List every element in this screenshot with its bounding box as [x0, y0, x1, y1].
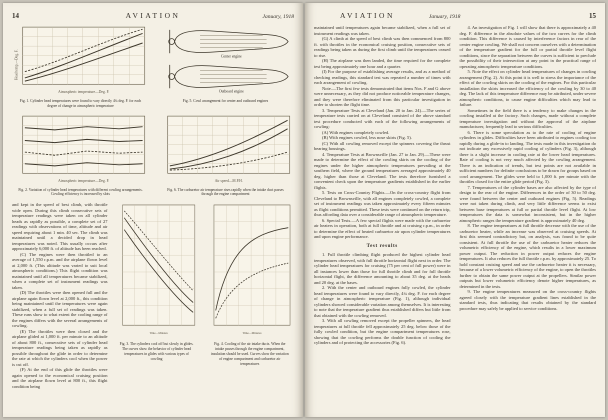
- fig1-xlabel: Atmospheric temperature—Deg. F.: [58, 89, 110, 94]
- fig2-xlabel: Atmospheric temperature—Deg. F.: [58, 178, 110, 183]
- paragraph: Note.—The first few tests demonstrated that items Nos. F and G above were unnecessary, as they did not produce noticeable temperature changes, and they were therefore eliminated from this particular investigation in order to shorten the flight time.: [314, 85, 451, 107]
- nacelle-center-engine: [169, 30, 288, 59]
- figure-4: [206, 202, 294, 389]
- left-text-column: [12, 202, 108, 389]
- journal-title: AVIATION: [340, 11, 395, 20]
- paragraph: (I) For the purpose of establishing average results, and as a method of checking readings, this standard test was repeated a number of times with each arrangement of cowling.: [314, 69, 451, 85]
- paragraph: 3. With all cowling removed except the propeller spinners, the head temperatures at full throttle fell approximately 25 deg. below those of the fully cowled condition, but the engine compartment temperatures rose, showing that the cowling performs the double function of cooling the cylinders and of protecting the accessories (Fig. 6).: [314, 318, 451, 345]
- paragraph: (D) The throttles were then opened full and the airplane again flown level at 2,000 ft., this condition being maintained until the temperatures were again stabilized, when a full set of readings was taken. These runs show to what extent the cooling range of the engines differs with the several arrangements of cowling.: [12, 290, 108, 329]
- paragraph: (A) With engines completely cowled.: [322, 129, 390, 135]
- section-heading: Test results: [366, 243, 398, 249]
- paragraph: 2. With the center and outboard engines fully cowled, the cylinder head temperatures were found to vary directly, 4¼ deg. F. for each degree of change in atmospheric temperature (Fig. 1), although individual cylinders showed considerable variation among themselves. It is interesting to note that the temperature gradient thus established differs but little from that obtained with the cowling removed.: [314, 285, 451, 318]
- figure-2: [12, 114, 149, 198]
- fig2-caption: Fig. 2. Variation of cylinder head temperatures with different cowling arrangements. Cowling efficiency is increased by slots: [18, 187, 143, 197]
- issue-date: January, 1918: [428, 14, 461, 20]
- paragraph: (C) With all cowling removed except the spinners covering the thrust bearing housings.: [314, 140, 451, 151]
- paragraph: (F) At the end of this glide the throttles were again opened to the economical cruising position and the airplane flown level at 800 ft., this flight condition being: [12, 367, 108, 389]
- paragraph: 6. There is some speculation as to the rate of cooling of engine cylinders in glides. Difficulties have been attributed to engines cooling too rapidly during a glide-in to landing. The tests made in this investigation do not indicate any excessively rapid cooling of cylinders (Fig. 3), although there is a slight increase in cooling rate at the lower head temperatures. Rate of cooling is not very much affected by the cowling arrangement. There is an indication of trends, but test points are not available in sufficient numbers for definite conclusions to be drawn for groups based on cowl arrangement. The glides were held to 1,000 ft. per minute with the throttles closed for the entire glide period (Fig. 3).: [459, 129, 596, 184]
- page-number-right: 15: [589, 12, 596, 20]
- paragraph: (C) The engines were then throttled to an average of 1,550 r.p.m. and the airplane flown level at 2,000 ft. (This altitude was varied to suit local atmospheric conditions.) This flight condition was maintained until all temperatures became stabilized, when a complete set of instrument readings was taken.: [12, 251, 108, 290]
- fig3-xlabel: Time—Minutes: [149, 331, 168, 336]
- paragraph: (B) With engines cowled, less nose skirts (Fig. 5).: [322, 135, 412, 140]
- fig5-caption: Fig. 5. Cowl arrangement for center and outboard engines: [182, 99, 269, 103]
- figure-3: [115, 202, 199, 389]
- paragraph: (G) A climb at the speed of best climb was then commenced from 800 ft. with throttles in the economical cruising position, consecutive sets of readings being taken as during the first climb until the temperatures ceased to rise.: [314, 36, 451, 58]
- fig5-label-top: Center engine: [221, 54, 242, 59]
- fig4-chart: [206, 202, 294, 340]
- figure-1: [12, 25, 149, 109]
- paragraph: 1. Full throttle climbing flight produced the highest cylinder head temperatures observed, with full throttle horizontal flight next in order. The cylinder head temperatures for cruising (75 per cent of full power) were in all instances lower than those for full throttle climb and for full throttle horizontal flight, the difference amounting to about 35 deg. at the heads and 20 deg. at the bases.: [314, 252, 451, 285]
- paragraph: Sometimes in the field there is a tendency to make changes in the cowling installed at the factory. Such changes, made without a complete temperature investigation and without the approval of the airplane manufacturer, frequently lead to serious difficulties.: [459, 107, 596, 129]
- page-right: [305, 3, 605, 417]
- paragraph: maintained until temperatures again became stabilized, when a full set of instrument readings was taken.: [314, 25, 451, 36]
- fig2-chart: [12, 114, 149, 186]
- page-number-left: 14: [12, 12, 19, 20]
- paragraph: (E) The throttles were then closed and the airplane glided at 1,000 ft. per minute to an altitude of about 800 ft., consecutive sets of cylinder head temperature readings being taken as rapidly as possible throughout the glide in order to determine the rate at which the cylinders cool when the power is cut off.: [12, 328, 108, 367]
- fig1-ylabel: Head temp.—Deg. F.: [14, 49, 19, 81]
- figure-5: [157, 25, 294, 109]
- fig5-diagram: [157, 25, 294, 97]
- paragraph: 4. Temperature Tests at Brownsville (Jan. 27 to Jan. 29).—These were made to determine the effect of the cowling skirts on the cooling of the engines under the higher atmospheric temperatures prevailing at the southern field, where the ground temperatures averaged approximately 40 deg. higher than those at Cleveland. The tests therefore furnished a convenient check upon the temperature gradients established in the earlier flights.: [314, 151, 451, 190]
- paragraph: 7. Temperatures of the cylinder bases are also affected by the type of design to the rear of the engine. Differences in the order of 30 to 50 deg. were found between the center and outboard engines (Fig. 5). Readings were not taken during climb, and very little difference seems to exist between base temperatures at full or partial throttle level flight. At low temperatures the data is somewhat inconsistent, but in the higher atmospheric ranges the temperature gradient is approximately 40 deg.: [459, 184, 596, 223]
- paragraph: (H) The airplane was then landed, the time required for the complete test being approximately one hour and a quarter.: [314, 58, 451, 69]
- nacelle-outboard-engine: [169, 65, 288, 94]
- fig5-label-bottom: Outboard engine: [218, 89, 244, 94]
- paragraph: 5. Note the effect on cylinder head temperatures of changes in cowling arrangement (Fig. 2). At this point it is well to stress the importance of the effect of the cowling skirts on the cooling of the engines. For this particular installation the skirts increased the efficiency of the cowling by 30 to 40 deg. The lack of this temperature difference may be attributed, under severe atmospheric conditions, to cause engine difficulties which may lead to failure.: [459, 69, 596, 107]
- paragraph: 4. An investigation of Fig. 1 will show that there is approximately a 40 deg. F. difference in the absolute values of the two curves for the climb condition. This difference is caused by interference factors in rear of the center engine cowling. We shall not concern ourselves with a determination of the temperature gradient for the full or partial throttle level flight conditions, since the separation between the curves is sufficient to preclude the possibility of their intersection at any point in the practical range of operating atmospheric temperature conditions.: [459, 25, 596, 69]
- fig1-caption: Fig. 1. Cylinder head temperatures were found to vary directly 4¼ deg. F. for each degree of change in atmospheric temperature: [19, 99, 142, 108]
- paragraph: 9. The engine temperatures measured on the cross-country flights agreed closely with the temperature gradient lines established in the standard tests, thus indicating that results obtained by the standard procedure may safely be applied to service conditions.: [459, 289, 596, 311]
- fig1-chart: [12, 25, 149, 97]
- page-header-right: [314, 11, 596, 20]
- right-page-columns: [314, 25, 596, 407]
- paragraph: 3. Temperature Tests at Cleveland (Jan. 20 to Jan. 24).—The series of temperature tests carried on at Cleveland consisted of the above standard test procedure conducted with each of the following arrangements of cowling:: [314, 107, 451, 129]
- left-page-bottom: [12, 202, 294, 389]
- right-column-1: [314, 25, 451, 407]
- fig6-caption: Fig. 6. The carburetor air temperature rises rapidly when the intake duct passes through the engine compartment: [167, 187, 284, 197]
- figure-row-2: [12, 114, 294, 198]
- fig3-chart: [115, 202, 199, 340]
- fig3-caption: Fig. 3. The cylinders cool off but slowly in glides. The curves show the behavior of cylinder head temperatures in glides with various types of cowling: [119, 342, 194, 361]
- paragraph: 8. The engine temperatures at full throttle decrease with the use of the carburetor heater, while an increase was observed at cruising speeds. At first this seemed contradictory but, on analysis, was found to be quite consistent. At full throttle the use of the carburetor heater reduces the volumetric efficiency of the engine, which results in a lower maximum power output. The reduction in power output reduces the engine temperatures. It also reduces the full throttle r.p.m. by approximately 25. To hold constant cruising speed and use the carburetor heater it is necessary, because of a lower volumetric efficiency of the engine, to open the throttles further to obtain the same power output at the propellers. Similar power outputs but lower volumetric efficiency denote higher temperatures, as determined in the tests.: [459, 223, 596, 289]
- fig6-chart: [157, 114, 294, 186]
- fig4-xlabel: Time—Minutes: [242, 331, 262, 336]
- paragraph: and kept in the speed of best climb, with throttle wide open. During this climb consecutive sets of temperature readings were taken on all cylinder heads as rapidly as possible, a complete set of 27 readings with observations of time, altitude and air speed requiring about 1 min. 40 sec. The climb was maintained until a decided drop in head temperatures was noted. This usually occurs after approximately 6,000 ft. of altitude has been reached.: [12, 202, 108, 252]
- page-left: [3, 3, 303, 417]
- fig4-caption: Fig. 4. Cooling of the air intake ducts. When the intake passes through the engine compartment, insulation should be used. Curves show the variation of engine compartment and carburetor air temperatures: [210, 342, 289, 366]
- figure-row-1: [12, 25, 294, 109]
- journal-title: AVIATION: [125, 11, 181, 20]
- right-column-2: [460, 25, 597, 407]
- figure-6: [157, 114, 294, 198]
- fig6-xlabel: Air speed—M.P.H.: [214, 178, 243, 183]
- paragraph: 5. Tests on Cross-Country Flights.—On the cross-country flight from Cleveland to Brownsville, with all engines completely cowled, a complete set of instrument readings was taken approximately every fifteen minutes as flight conditions permitted. These tests were continued on the return trip, thus affording data over a considerable range of atmospheric temperature.: [314, 190, 451, 217]
- issue-date: January, 1918: [262, 14, 294, 20]
- page-header-left: [12, 11, 294, 20]
- paragraph: 6. Special Tests.—A few special flights were made with the carburetor air heaters in operation, both at full throttle and at cruising r.p.m., in order to determine the effect of heated carburetor air upon cylinder temperatures and upon engine performance.: [314, 217, 451, 239]
